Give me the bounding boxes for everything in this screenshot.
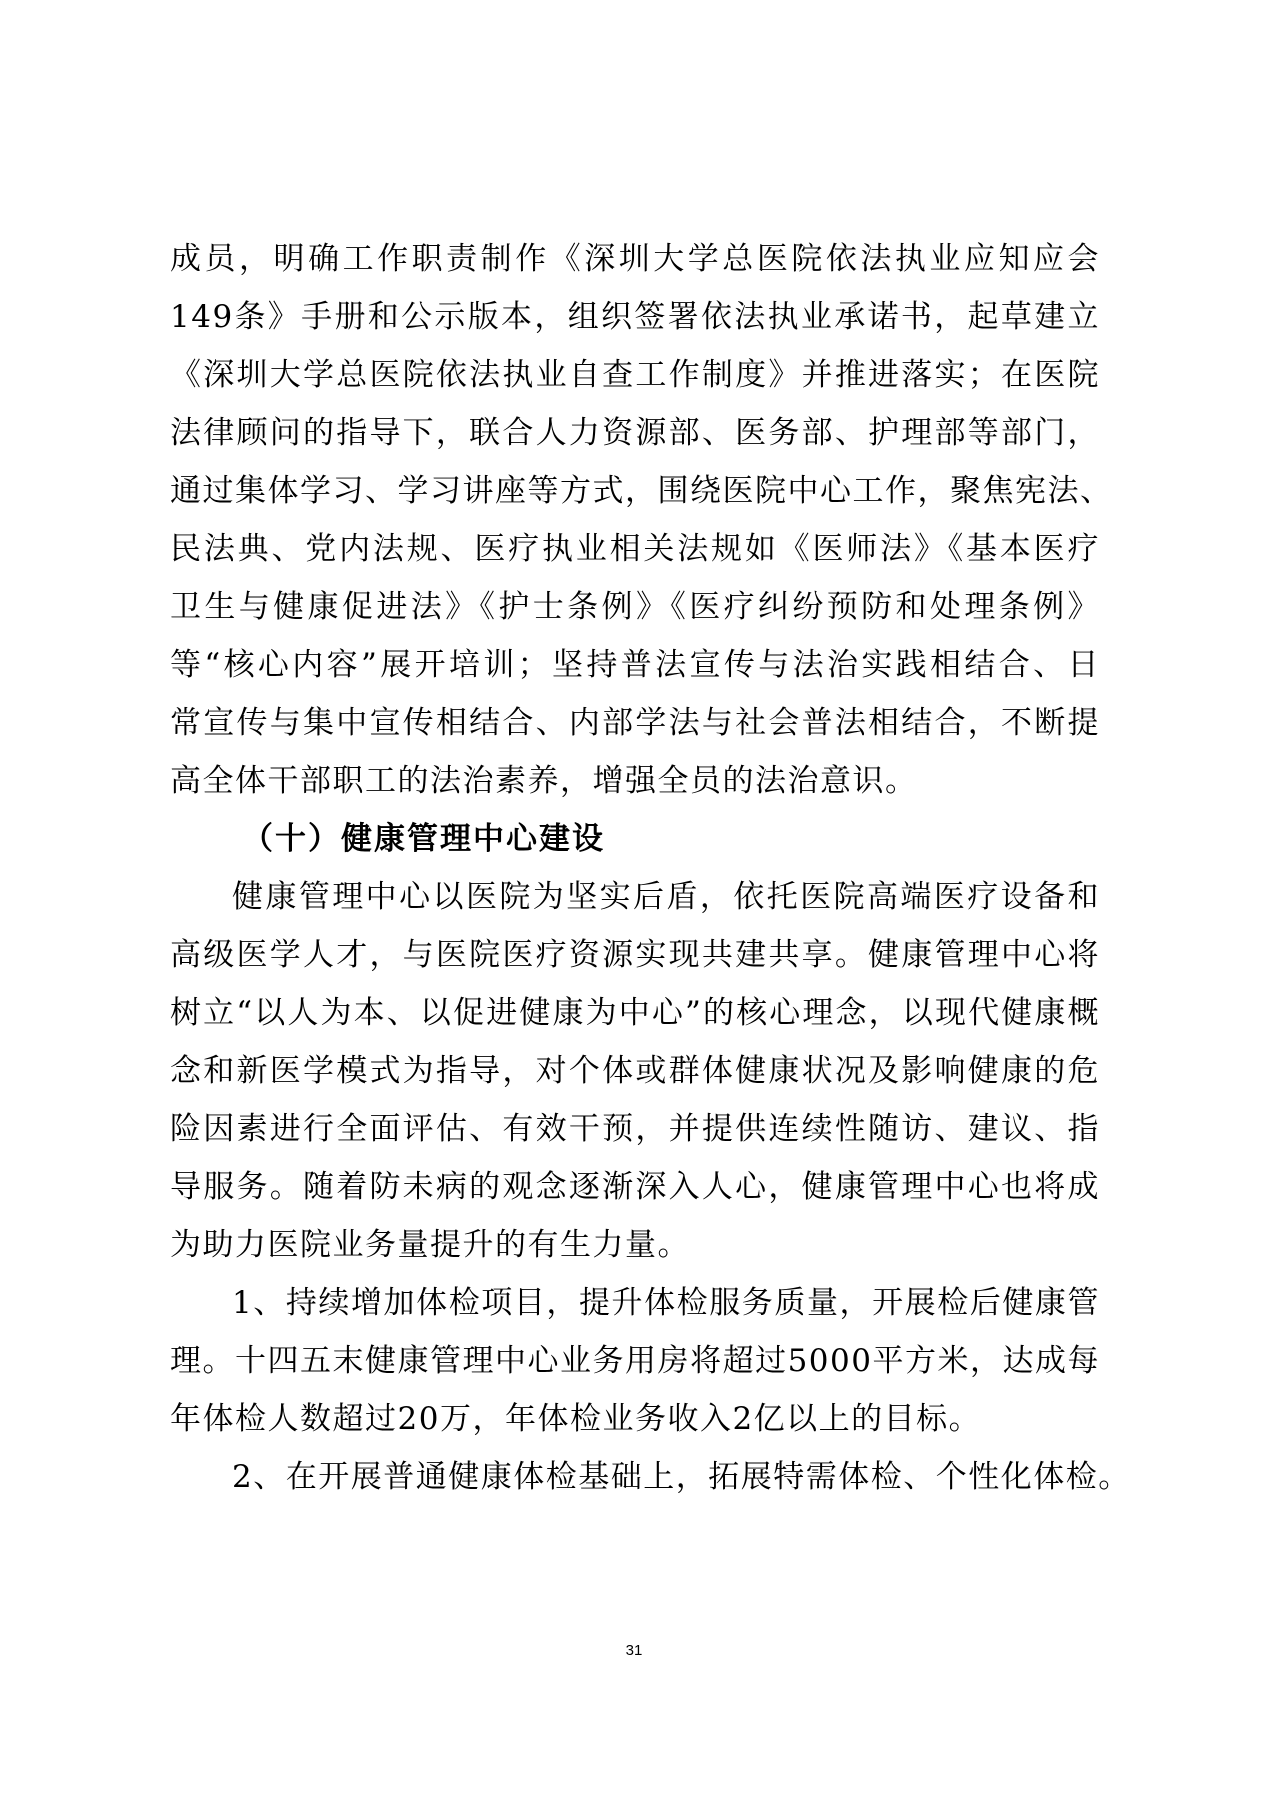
text-line: 法律顾问的指导下，联合人力资源部、医务部、护理部等部门， [170, 415, 1100, 451]
page-number: 31 [625, 1642, 643, 1659]
text-line: 2、在开展普通健康体检基础上，拓展特需体检、个性化体检。 [232, 1459, 1131, 1495]
text-line: 为助力医院业务量提升的有生力量。 [170, 1227, 690, 1263]
paragraph-1 [170, 230, 1113, 810]
text-line: 卫生与健康促进法》《护士条例》《医疗纠纷预防和处理条例》 [170, 589, 1100, 625]
text-line: 等“核心内容”展开培训；坚持普法宣传与法治实践相结合、日 [170, 647, 1100, 683]
text-line: 健康管理中心以医院为坚实后盾，依托医院高端医疗设备和 [232, 879, 1100, 915]
text-line: 《深圳大学总医院依法执业自查工作制度》并推进落实；在医院 [170, 357, 1100, 393]
paragraph-2 [170, 868, 1100, 1274]
paragraph-3 [170, 1274, 1100, 1448]
text-line: 149条》手册和公示版本，组织签署依法执业承诺书，起草建立 [170, 299, 1100, 335]
text-line: 1、持续增加体检项目，提升体检服务质量，开展检后健康管 [232, 1285, 1100, 1321]
section-heading: （十）健康管理中心建设 [242, 821, 605, 857]
text-line: 常宣传与集中宣传相结合、内部学法与社会普法相结合，不断提 [170, 705, 1100, 741]
text-line: 民法典、党内法规、医疗执业相关法规如《医师法》《基本医疗 [170, 531, 1100, 567]
text-line: 成员，明确工作职责制作《深圳大学总医院依法执业应知应会 [170, 241, 1100, 277]
text-line: 理。十四五末健康管理中心业务用房将超过5000平方米，达成每 [170, 1343, 1100, 1379]
text-line: 年体检人数超过20万，年体检业务收入2亿以上的目标。 [170, 1401, 982, 1437]
text-line: 树立“以人为本、以促进健康为中心”的核心理念，以现代健康概 [170, 995, 1100, 1031]
text-line: 导服务。随着防未病的观念逐渐深入人心，健康管理中心也将成 [170, 1169, 1100, 1205]
paragraph-4 [170, 1448, 1131, 1506]
text-line: 高级医学人才，与医院医疗资源实现共建共享。健康管理中心将 [170, 937, 1100, 973]
page-body [170, 230, 1131, 1506]
text-line: 通过集体学习、学习讲座等方式，围绕医院中心工作，聚焦宪法、 [170, 473, 1113, 509]
text-line: 险因素进行全面评估、有效干预，并提供连续性随访、建议、指 [170, 1111, 1100, 1147]
text-line: 高全体干部职工的法治素养，增强全员的法治意识。 [170, 763, 918, 799]
text-line: 念和新医学模式为指导，对个体或群体健康状况及影响健康的危 [170, 1053, 1100, 1089]
